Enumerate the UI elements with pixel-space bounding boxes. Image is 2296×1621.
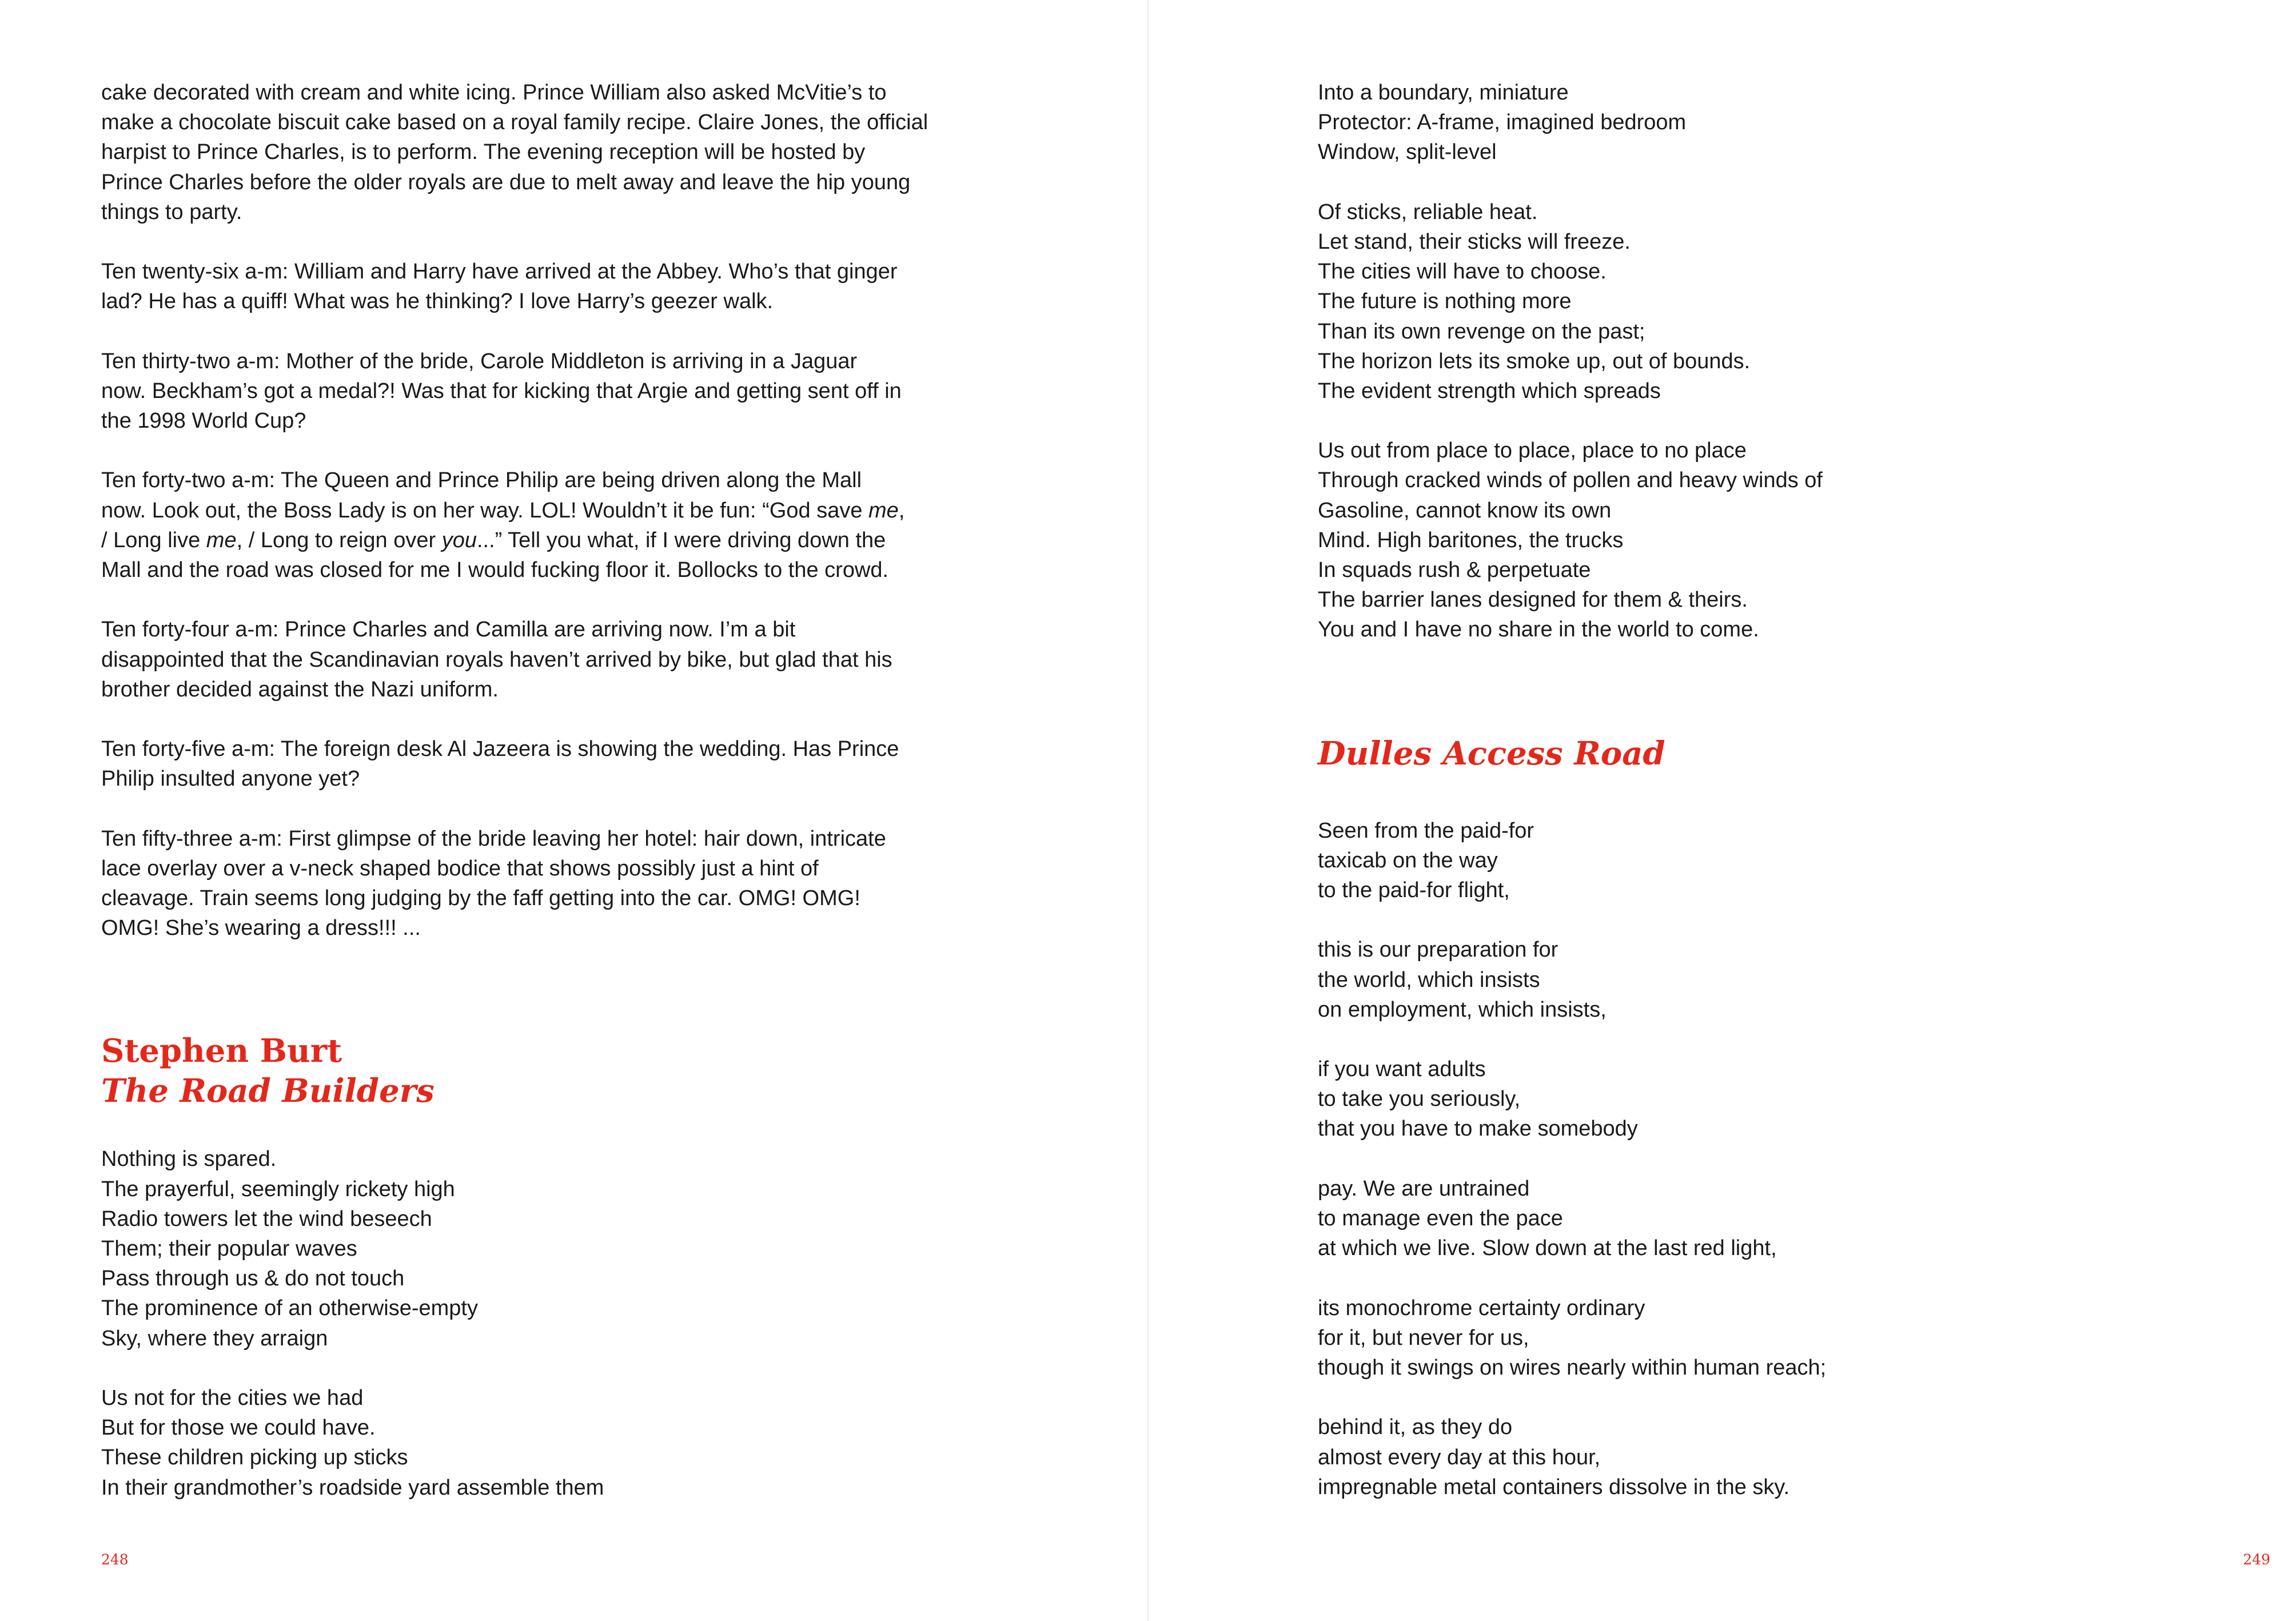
text-line: Mall and the road was closed for me I would fucking floor it. Bollocks to the crowd. xyxy=(101,558,889,582)
poem-line: if you want adults xyxy=(1318,1057,1486,1082)
left-column xyxy=(101,78,1016,1503)
poem-stanza xyxy=(101,1144,1016,1353)
text-line: Ten thirty-two a-m: Mother of the bride, Carole Middleton is arriving in a Jaguar xyxy=(101,349,858,373)
poem-line: Pass through us & do not touch xyxy=(101,1266,405,1291)
poem-line: Window, split-level xyxy=(1318,140,1497,165)
poem-line: The barrier lanes designed for them & theirs. xyxy=(1318,588,1748,612)
poem-line: though it swings on wires nearly within human reach; xyxy=(1318,1355,1827,1380)
poem-line: The prominence of an otherwise-empty xyxy=(101,1296,478,1321)
poem-line: Through cracked winds of pollen and heavy winds of xyxy=(1318,468,1823,493)
poem-line: In squads rush & perpetuate xyxy=(1318,558,1591,582)
poem-line: for it, but never for us, xyxy=(1318,1325,1529,1350)
poem-line: The prayerful, seemingly rickety high xyxy=(101,1177,455,1201)
text-line: disappointed that the Scandinavian royals haven’t arrived by bike, but glad that his xyxy=(101,647,892,672)
poem-line: behind it, as they do xyxy=(1318,1415,1513,1440)
poem-line: These children picking up sticks xyxy=(101,1445,408,1470)
text-line: / Long live me, / Long to reign over you...” Tell you what, if I were driving down the xyxy=(101,528,886,552)
prose-paragraph xyxy=(101,734,1016,794)
text-line: make a chocolate biscuit cake based on a royal family recipe. Claire Jones, the official xyxy=(101,110,928,135)
poem-line: this is our preparation for xyxy=(1318,938,1558,962)
poem-line: Mind. High baritones, the trucks xyxy=(1318,528,1624,552)
poem-line: the world, which insists xyxy=(1318,967,1540,992)
poem-stanza xyxy=(1318,1174,2233,1264)
poem-line: The future is nothing more xyxy=(1318,289,1572,314)
poem-line: But for those we could have. xyxy=(101,1416,376,1440)
right-page xyxy=(1148,0,2296,1621)
text-line: Philip insulted anyone yet? xyxy=(101,767,360,791)
poem-line: impregnable metal containers dissolve in the sky. xyxy=(1318,1475,1790,1499)
poem-stanza xyxy=(1318,78,2233,168)
text-line: lace overlay over a v-neck shaped bodice that shows possibly just a hint of xyxy=(101,856,819,881)
text-line: OMG! She’s wearing a dress!!! ... xyxy=(101,916,421,941)
right-column xyxy=(1318,78,2233,1502)
poem-line: Of sticks, reliable heat. xyxy=(1318,200,1538,224)
author-name: Stephen Burt xyxy=(101,1032,342,1070)
poem-line: Sky, where they arraign xyxy=(101,1326,328,1351)
poem-stanza xyxy=(1318,935,2233,1025)
poem-stanza xyxy=(1318,1412,2233,1502)
poem-line: Nothing is spared. xyxy=(101,1147,277,1172)
text-line: Ten twenty-six a-m: William and Harry have arrived at the Abbey. Who’s that ginger xyxy=(101,260,898,284)
text-line: Prince Charles before the older royals are due to melt away and leave the hip young xyxy=(101,170,911,194)
prose-paragraph xyxy=(101,346,1016,436)
prose-paragraph xyxy=(101,78,1016,227)
poem-line: Us out from place to place, place to no place xyxy=(1318,439,1747,463)
page-number: 248 xyxy=(101,1551,129,1568)
poem-stanza xyxy=(1318,1054,2233,1144)
poem-stanza xyxy=(1318,436,2233,644)
prose-paragraph xyxy=(101,824,1016,943)
poem-line: Let stand, their sticks will freeze. xyxy=(1318,229,1631,254)
text-line: now. Look out, the Boss Lady is on her way. LOL! Wouldn’t it be fun: “God save me, xyxy=(101,498,905,523)
text-line: things to party. xyxy=(101,200,242,224)
poem-line: to manage even the pace xyxy=(1318,1206,1563,1230)
text-line: Ten forty-five a-m: The foreign desk Al Jazeera is showing the wedding. Has Prince xyxy=(101,737,899,762)
prose-paragraph xyxy=(101,615,1016,704)
poem-line: its monochrome certainty ordinary xyxy=(1318,1296,1645,1320)
poem-title: The Road Builders xyxy=(101,1072,435,1110)
poem-line: Than its own revenge on the past; xyxy=(1318,319,1645,344)
poem-line: Protector: A-frame, imagined bedroom xyxy=(1318,110,1687,135)
poem-line: at which we live. Slow down at the last red light, xyxy=(1318,1236,1777,1261)
poem-line: on employment, which insists, xyxy=(1318,997,1607,1022)
text-line: brother decided against the Nazi uniform. xyxy=(101,677,499,702)
poem-line: Seen from the paid-for xyxy=(1318,818,1534,843)
poem-stanza xyxy=(1318,197,2233,406)
poem-line: to take you seriously, xyxy=(1318,1087,1521,1112)
poem-stanza xyxy=(101,1383,1016,1503)
text-line: now. Beckham’s got a medal?! Was that for kicking that Argie and getting sent off in xyxy=(101,379,902,403)
text-line: cake decorated with cream and white icing. Prince William also asked McVitie’s to xyxy=(101,81,887,105)
poem-line: Them; their popular waves xyxy=(101,1237,357,1261)
left-page xyxy=(0,0,1147,1621)
poem-stanza xyxy=(1318,1293,2233,1383)
poem-line: Gasoline, cannot know its own xyxy=(1318,498,1612,523)
prose-paragraph xyxy=(101,465,1016,585)
poem-line: The evident strength which spreads xyxy=(1318,379,1661,403)
poem-line: The cities will have to choose. xyxy=(1318,260,1607,284)
poem-line: You and I have no share in the world to come. xyxy=(1318,618,1759,642)
poem-line: that you have to make somebody xyxy=(1318,1117,1638,1141)
poem-line: Us not for the cities we had xyxy=(101,1385,364,1410)
page-number: 249 xyxy=(2243,1551,2270,1568)
text-line: Ten fifty-three a-m: First glimpse of the bride leaving her hotel: hair down, intricate xyxy=(101,826,886,851)
poem-stanza xyxy=(1318,816,2233,906)
text-line: Ten forty-two a-m: The Queen and Prince Philip are being driven along the Mall xyxy=(101,468,862,493)
poem-line: taxicab on the way xyxy=(1318,848,1498,873)
poem-line: almost every day at this hour, xyxy=(1318,1445,1601,1469)
poem-line: The horizon lets its smoke up, out of bounds. xyxy=(1318,349,1751,373)
poem-line: pay. We are untrained xyxy=(1318,1176,1530,1201)
prose-paragraph xyxy=(101,257,1016,316)
text-line: cleavage. Train seems long judging by the faff getting into the car. OMG! OMG! xyxy=(101,886,860,911)
text-line: harpist to Prince Charles, is to perform. The evening reception will be hosted by xyxy=(101,140,866,165)
poem-title: Dulles Access Road xyxy=(1318,734,1665,772)
poem-line: Radio towers let the wind beseech xyxy=(101,1206,432,1231)
poem-line: to the paid-for flight, xyxy=(1318,878,1510,902)
poem-line: Into a boundary, miniature xyxy=(1318,81,1569,105)
text-line: the 1998 World Cup? xyxy=(101,409,306,433)
poem-line: In their grandmother’s roadside yard assemble them xyxy=(101,1475,604,1500)
text-line: lad? He has a quiff! What was he thinking? I love Harry’s geezer walk. xyxy=(101,289,774,314)
text-line: Ten forty-four a-m: Prince Charles and Camilla are arriving now. I’m a bit xyxy=(101,618,796,642)
